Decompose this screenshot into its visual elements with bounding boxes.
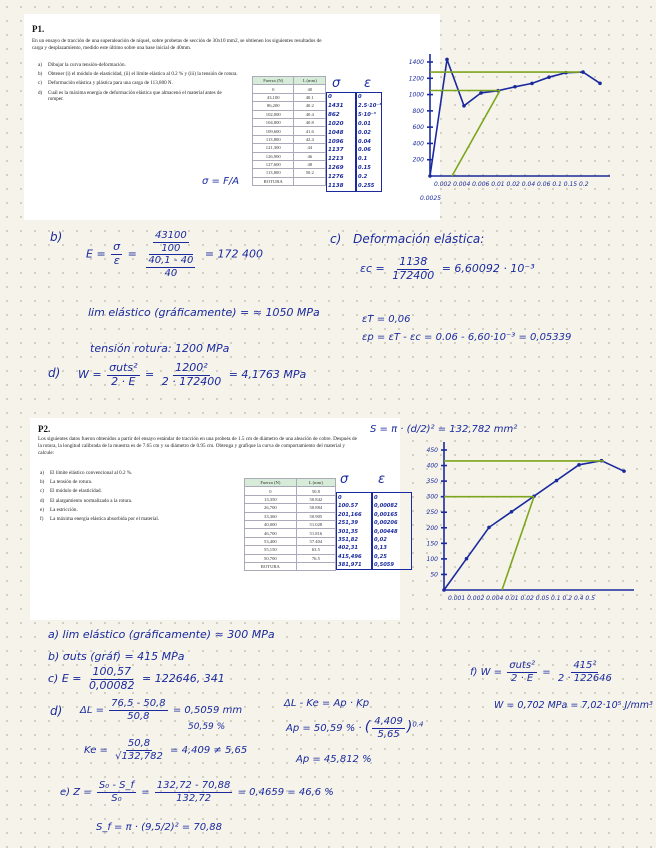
p2-final-area: S_f = π · (9,5/2)² = 70,88 <box>96 822 222 833</box>
table-cell: 113,800 <box>253 135 294 143</box>
question-letter: b) <box>40 479 45 486</box>
p2-elongation-eq: ΔL = $\frac{76,5 - 50,8}{50,8}$ = 0,5059 mm <box>80 698 243 722</box>
y-tick-label: 150 <box>426 540 438 548</box>
table-row <box>253 177 326 185</box>
table-row <box>245 520 336 528</box>
handwritten-value: 1269 <box>328 165 344 172</box>
question-item <box>38 71 238 77</box>
table-cell: ROTURA <box>253 177 294 185</box>
question-text: La tensión de rotura. <box>50 479 93 486</box>
problem-2-data-table <box>244 478 336 571</box>
handwritten-value: 0,00448 <box>374 528 398 535</box>
handwritten-value: 0.255 <box>358 183 375 190</box>
table-cell: 40.1 <box>294 93 326 101</box>
question-item <box>38 90 238 102</box>
p1-b-label: b) <box>50 230 63 244</box>
p2-answer-c: c) E = $\frac{100,57}{0,00082}$ = 122646, 341 <box>48 665 225 692</box>
handwritten-value: 1276 <box>328 174 344 181</box>
p2-epsilon-header: ε <box>378 472 386 487</box>
p2-d-label: d) <box>50 704 63 718</box>
handwritten-value: 5·10⁻³ <box>358 111 376 118</box>
handwritten-value: 0 <box>358 94 362 100</box>
table-cell: 86,200 <box>253 102 294 110</box>
p1-total-strain: εT = 0,06 <box>362 314 411 325</box>
y-tick-label: 400 <box>426 462 438 470</box>
question-text: Dibujar la curva tensión-deformación. <box>48 62 126 68</box>
table-cell: 51.028 <box>296 520 335 528</box>
problem-1-card <box>24 14 440 220</box>
handwritten-value: 402,31 <box>338 545 359 552</box>
p1-E-lhs: E = <box>86 247 106 261</box>
y-tick-label: 50 <box>430 571 438 579</box>
p1-c-heading: c) Deformación elástica: <box>330 232 485 246</box>
problem-2-stress-strain-graph <box>420 440 650 620</box>
question-letter: c) <box>40 488 44 495</box>
handwritten-value: 0,02 <box>374 537 387 544</box>
y-tick-label: 400 <box>412 140 424 148</box>
y-tick-label: 1400 <box>408 59 424 66</box>
problem-1-title: P1. <box>32 24 45 34</box>
handwritten-value: 0.15 <box>358 165 371 172</box>
table-header-fuerza: Fuerza (N) <box>245 479 297 487</box>
stress-strain-curve <box>430 60 600 177</box>
handwritten-value: 100.57 <box>338 503 359 510</box>
question-letter: c) <box>38 80 42 87</box>
table-cell: 53,400 <box>245 537 297 545</box>
table-cell: 42.4 <box>294 135 326 143</box>
epsilon-header: ε <box>364 76 372 91</box>
p2-area-line: S = π · (d/2)² = 132,782 mm² <box>370 424 518 435</box>
epsilon-values <box>358 93 382 191</box>
table-row <box>245 495 336 503</box>
question-letter: a) <box>38 62 42 68</box>
table-cell: 121,300 <box>253 144 294 152</box>
table-row <box>253 135 326 143</box>
stress-strain-curve <box>444 461 624 590</box>
p1-plastic-strain: εp = εT - εc = 0.06 - 6,60·10⁻³ = 0,05339 <box>362 332 572 343</box>
table-cell: 0 <box>245 487 297 495</box>
sigma-header: σ <box>332 76 341 91</box>
table-row <box>245 546 336 554</box>
table-row <box>245 562 336 570</box>
question-item <box>38 62 238 68</box>
question-letter: f) <box>40 516 44 523</box>
y-tick-label: 200 <box>412 156 424 164</box>
handwritten-value: 0,25 <box>374 553 387 560</box>
table-cell: 46 <box>294 152 326 160</box>
question-item <box>40 498 230 504</box>
y-tick-label: 1200 <box>408 75 424 83</box>
table-row <box>245 554 336 562</box>
table-cell: 50.905 <box>296 512 335 520</box>
problem-1-stress-strain-graph <box>400 48 656 248</box>
y-tick-label: 250 <box>426 509 438 517</box>
table-row <box>253 93 326 101</box>
p2-energy-eq: f) W = $\frac{\text{σuts²}}{2 \cdot E}$ = $\frac{\text{415²}}{2 \cdot 122646}$ <box>470 660 612 684</box>
question-letter: d) <box>40 497 45 504</box>
handwritten-value: 1020 <box>328 120 344 127</box>
x-tick-labels: 0.002 0.004 0.006 0.01 0.02 0.04 0.06 0.1 0.15 0.2 <box>434 181 589 188</box>
table-cell: 40.2 <box>294 102 326 110</box>
handwritten-value: 2.5·10⁻³ <box>358 102 382 109</box>
table-cell: 126,900 <box>253 152 294 160</box>
table-row <box>253 127 326 135</box>
handwritten-value: 0.01 <box>358 120 371 127</box>
question-text: Deformación elástica y plástica para una carga de 113,800 N. <box>48 80 173 87</box>
handwritten-value: 351,82 <box>338 537 359 544</box>
table-row <box>253 85 326 93</box>
table-cell: 40 <box>294 85 326 93</box>
x-extra-label: 0.0025 <box>420 195 441 202</box>
handwritten-value: 1096 <box>328 138 344 145</box>
table-cell: 40,000 <box>245 520 297 528</box>
problem-1-data-table <box>252 76 326 186</box>
p2-barba-law: ΔL - Ke = Ap · Kp <box>284 698 370 709</box>
table-row <box>253 160 326 168</box>
table-cell: 46,700 <box>245 529 297 537</box>
table-header-fuerza: Fuerza (N) <box>253 77 294 85</box>
table-cell: 50,700 <box>245 554 297 562</box>
p2-sigma-header: σ <box>340 472 349 487</box>
p1-E-result: = 172 400 <box>204 247 264 261</box>
handwritten-value: 0.04 <box>358 138 371 145</box>
stress-formula-note: σ = F/A <box>202 176 240 187</box>
table-cell: 13,350 <box>245 495 297 503</box>
handwritten-value: 0,13 <box>374 545 387 552</box>
table-cell: 50.842 <box>296 495 335 503</box>
table-cell <box>296 562 335 570</box>
question-text: El módulo de elasticidad. <box>50 488 102 495</box>
question-text: Cuál es la máxima energía de deformación elástica que almacenó el material antes de romper. <box>48 89 222 102</box>
table-row <box>253 144 326 152</box>
handwritten-value: 415,496 <box>338 553 362 560</box>
table-cell: ROTURA <box>245 562 297 570</box>
table-header-length: L (mm) <box>296 479 335 487</box>
table-cell: 50.884 <box>296 504 335 512</box>
table-cell: 104,800 <box>253 118 294 126</box>
handwritten-value: 0 <box>338 495 342 501</box>
p1-elastic-strain-eq: εc = $\frac{1138}{172400}$ = 6,60092 · 10⁻³ <box>360 255 535 282</box>
question-letter: e) <box>40 506 44 513</box>
question-item <box>40 479 230 485</box>
table-cell: 41.6 <box>294 127 326 135</box>
table-cell: 109,600 <box>253 127 294 135</box>
table-row <box>245 504 336 512</box>
p2-answer-b: b) σuts (gráf) = 415 MPa <box>48 650 185 663</box>
table-cell <box>294 177 326 185</box>
handwritten-value: 301,35 <box>338 528 359 535</box>
table-row <box>253 110 326 118</box>
p2-energy-result: W = 0,702 MPa = 7,02·10⁵ J/mm³ <box>494 700 653 711</box>
p2-sigma-values <box>338 494 370 570</box>
table-cell: 55,150 <box>245 546 297 554</box>
table-cell: 48 <box>294 160 326 168</box>
p2-ap-eq: Ap = 50,59 % · ( $\frac{4,409}{5,65}$ )$^{0.4}$ <box>286 716 424 740</box>
y-tick-label: 300 <box>426 493 438 501</box>
handwritten-value: 0 <box>328 94 332 100</box>
y-tick-label: 200 <box>426 524 438 532</box>
table-cell: 50.2 <box>294 169 326 177</box>
problem-1-intro: En un ensayo de tracción de una superaleación de níquel, sobre probetas de sección de 30x10 mm2, se obtienen los siguientes resultados de carga y desplazamiento, medido este último sobre una base inicial de 40mm. <box>32 38 322 51</box>
table-cell: 26,700 <box>245 504 297 512</box>
handwritten-value: 0,00165 <box>374 511 398 518</box>
handwritten-value: 0 <box>374 495 378 501</box>
y-tick-label: 450 <box>426 447 438 454</box>
table-cell: 40.8 <box>294 118 326 126</box>
p2-ap-result: Ap = 45,812 % <box>296 754 372 765</box>
handwritten-value: 251,39 <box>338 520 359 527</box>
table-cell: 43,100 <box>253 93 294 101</box>
question-text: Obtener (i) el módulo de elasticidad, (ii) el límite elástico al 0.2 % y (iii) la tensión de rotura. <box>48 71 238 78</box>
sigma-values <box>328 93 354 191</box>
y-tick-label: 1000 <box>408 91 424 99</box>
p2-elongation-pct: 50,59 % <box>188 722 226 732</box>
handwritten-value: 381,971 <box>338 562 362 569</box>
handwritten-value: 0.1 <box>358 156 368 163</box>
table-row <box>245 537 336 545</box>
question-item <box>40 470 230 476</box>
handwritten-value: 1431 <box>328 102 344 109</box>
problem-2-intro: Los siguientes datos fueron obtenidos a partir del ensayo estándar de tracción en una probeta de 1.5 cm de diámetro de una aleación de cobre. Después de la rotura, la longitud calibrada de la muestra es de 7.65 cm y su diámetro de 0.95 cm. Obtenga y grafique la curva de comportamiento del material y calcule: <box>38 436 357 456</box>
handwritten-value: 0.02 <box>358 129 371 136</box>
table-cell: 40.4 <box>294 110 326 118</box>
handwritten-value: 1213 <box>328 156 344 163</box>
question-text: El alargamiento normalizado a la rotura. <box>50 497 133 504</box>
p2-epsilon-values <box>374 494 410 570</box>
question-item <box>38 80 238 86</box>
offset-line <box>452 91 500 177</box>
handwritten-value: 1137 <box>328 147 344 154</box>
question-item <box>40 488 230 494</box>
x-tick-labels: 0.001 0.002 0.004 0.01 0.02 0.05 0.1 0.2 0.4 0.5 <box>448 595 595 602</box>
p1-tensile-strength: tensión rotura: 1200 MPa <box>90 342 230 355</box>
problem-2-title: P2. <box>38 424 51 434</box>
p1-E-fraction-1: $\frac{\sigma}{\varepsilon}$ <box>113 240 121 267</box>
p2-k-eq: Ke = $\frac{50,8}{√132,782}$ = 4,409 ≠ 5,65 <box>84 738 248 762</box>
table-cell: 102,000 <box>253 110 294 118</box>
p1-d-label: d) <box>48 366 61 380</box>
table-cell: 57.404 <box>296 537 335 545</box>
table-row <box>245 512 336 520</box>
table-row <box>253 169 326 177</box>
y-tick-label: 600 <box>412 124 424 132</box>
table-cell: 113,800 <box>253 169 294 177</box>
question-text: La estricción. <box>50 506 78 513</box>
question-text: La máxima energía elástica absorbida por el material. <box>50 516 160 523</box>
table-cell: 76.5 <box>296 554 335 562</box>
p1-yield-strength: lim elástico (gráficamente) = ≈ 1050 MPa <box>88 306 320 319</box>
table-cell: 127,600 <box>253 160 294 168</box>
y-tick-label: 100 <box>426 555 438 563</box>
p2-answer-a: a) lim elástico (gráficamente) ≈ 300 MPa <box>48 628 275 641</box>
question-item <box>40 516 230 522</box>
question-letter: a) <box>40 470 44 476</box>
p2-reduction-eq: e) Z = $\frac{\text{S₀ - S\_f}}{\text{S₀}}$ = $\frac{132,72 - 70,88}{132,72}$ = 0,4659 = 46,6 % <box>60 780 334 804</box>
question-text: El límite elástico convencional al 0.2 %. <box>50 470 133 476</box>
table-row <box>253 152 326 160</box>
p1-energy-equation: W = $\frac{\text{σuts²}}{2 \cdot E}$ = $\frac{\text{1200²}}{2 \cdot 172400}$ = 4,1763 MPa <box>78 361 307 388</box>
table-cell: 33,360 <box>245 512 297 520</box>
y-tick-label: 800 <box>412 107 424 115</box>
table-row <box>245 529 336 537</box>
handwritten-value: 0,00082 <box>374 503 398 510</box>
problem-1-questions <box>38 62 238 105</box>
handwritten-value: 1048 <box>328 129 344 136</box>
table-header-length: L (mm) <box>294 77 326 85</box>
handwritten-value: 1138 <box>328 183 344 190</box>
question-letter: d) <box>38 89 43 96</box>
handwritten-value: 201,166 <box>338 511 362 518</box>
problem-2-questions <box>40 470 230 525</box>
p1-modulus-equation: E = $\frac{\sigma}{\varepsilon}$ = $\frac{\frac{43100}{100}}{\frac{40,1 - 40}{40}}$ = 172 400 <box>86 230 264 279</box>
question-letter: b) <box>38 71 43 78</box>
table-row <box>253 102 326 110</box>
p1-E-fraction-2: $\frac{\frac{43100}{100}}{\frac{40,1 - 40}{40}}$ <box>148 230 194 279</box>
handwritten-value: 0.2 <box>358 174 368 181</box>
table-cell: 63.5 <box>296 546 335 554</box>
offset-line <box>502 497 534 590</box>
table-cell: 50.8 <box>296 487 335 495</box>
handwritten-value: 0,5059 <box>374 562 395 569</box>
handwritten-value: 0,00206 <box>374 520 398 527</box>
y-tick-label: 350 <box>426 478 438 486</box>
table-row <box>245 487 336 495</box>
table-row <box>253 118 326 126</box>
handwritten-value: 0.06 <box>358 147 371 154</box>
table-cell: 51.816 <box>296 529 335 537</box>
table-cell: 0 <box>253 85 294 93</box>
handwritten-value: 862 <box>328 111 340 118</box>
table-cell: 44 <box>294 144 326 152</box>
question-item <box>40 507 230 513</box>
